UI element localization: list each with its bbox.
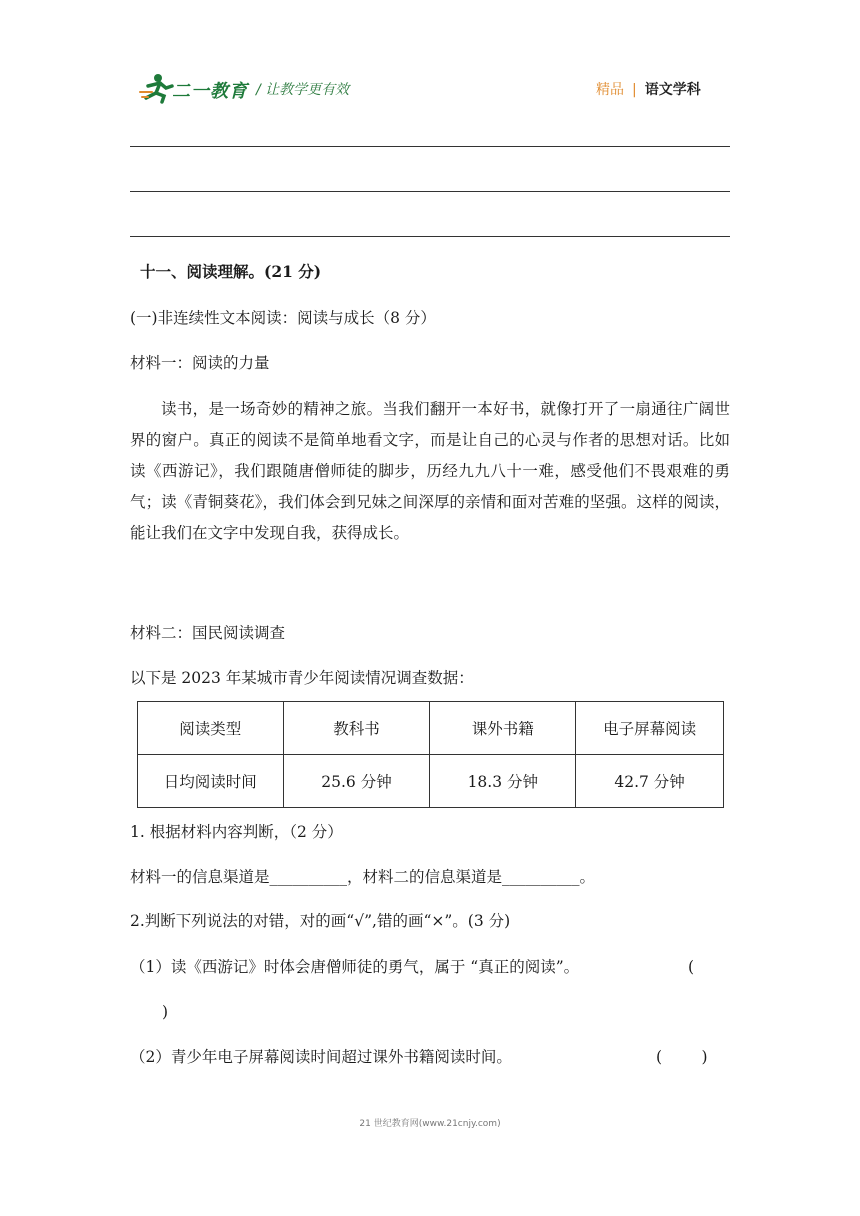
table-cell: 日均阅读时间 — [138, 755, 284, 808]
subject-label: 语文学科 — [644, 82, 701, 98]
question-2: 2.判断下列说法的对错，对的画“√”,错的画“×”。(3 分) — [130, 912, 511, 930]
answer-line — [130, 236, 730, 237]
page-footer: 21 世纪教育网(www.21cnjy.com) — [359, 1119, 501, 1129]
answer-bracket-open: ( — [688, 958, 695, 976]
part-title: (一)非连续性文本阅读：阅读与成长（8 分） — [130, 309, 436, 327]
answer-bracket: ( ) — [656, 1048, 708, 1066]
answer-bracket-close: ) — [162, 1003, 169, 1021]
table-row — [138, 755, 724, 808]
answer-line — [130, 146, 730, 147]
table-intro: 以下是 2023 年某城市青少年阅读情况调查数据： — [130, 669, 474, 687]
question-1: 1. 根据材料内容判断，（2 分） — [130, 823, 343, 841]
table-header-row — [138, 702, 724, 755]
question-1-fill-blank: 材料一的信息渠道是__________，材料二的信息渠道是__________。 — [130, 868, 596, 886]
table-cell: 阅读类型 — [138, 702, 284, 755]
quality-label: 精品 — [596, 82, 624, 98]
table-cell: 教科书 — [283, 702, 430, 755]
header-separator: | — [632, 82, 637, 98]
table-cell: 18.3 分钟 — [430, 755, 576, 808]
brand-slogan: / 让教学更有效 — [256, 82, 350, 98]
reading-survey-table — [137, 701, 724, 808]
section-title: 十一、阅读理解。(21 分) — [140, 262, 322, 281]
brand-name: 二一教育 — [172, 81, 248, 102]
table-cell: 25.6 分钟 — [283, 755, 430, 808]
table-cell: 课外书籍 — [430, 702, 576, 755]
header-subject — [596, 79, 701, 99]
material1-paragraph: 读书，是一场奇妙的精神之旅。当我们翻开一本好书，就像打开了一扇通往广阔世界的窗户。真正的阅读不是简单地看文字，而是让自己的心灵与作者的思想对话。比如读《西游记》，我们跟随唐僧师徒的脚步，历经九九八十一难，感受他们不畏艰难的勇气；读《青铜葵花》，我们体会到兄妹之间深厚的亲情和面对苦难的坚强。这样的阅读，能让我们在文字中发现自我，获得成长。 — [130, 400, 730, 542]
question-2-item-1: （1）读《西游记》时体会唐僧师徒的勇气，属于 “真正的阅读”。 — [130, 958, 580, 976]
material2-title: 材料二：国民阅读调查 — [130, 624, 286, 642]
table-cell: 42.7 分钟 — [576, 755, 724, 808]
table-cell: 电子屏幕阅读 — [576, 702, 724, 755]
question-2-item-2: （2）青少年电子屏幕阅读时间超过课外书籍阅读时间。 — [130, 1048, 512, 1066]
answer-line — [130, 191, 730, 192]
material1-title: 材料一：阅读的力量 — [130, 354, 270, 372]
